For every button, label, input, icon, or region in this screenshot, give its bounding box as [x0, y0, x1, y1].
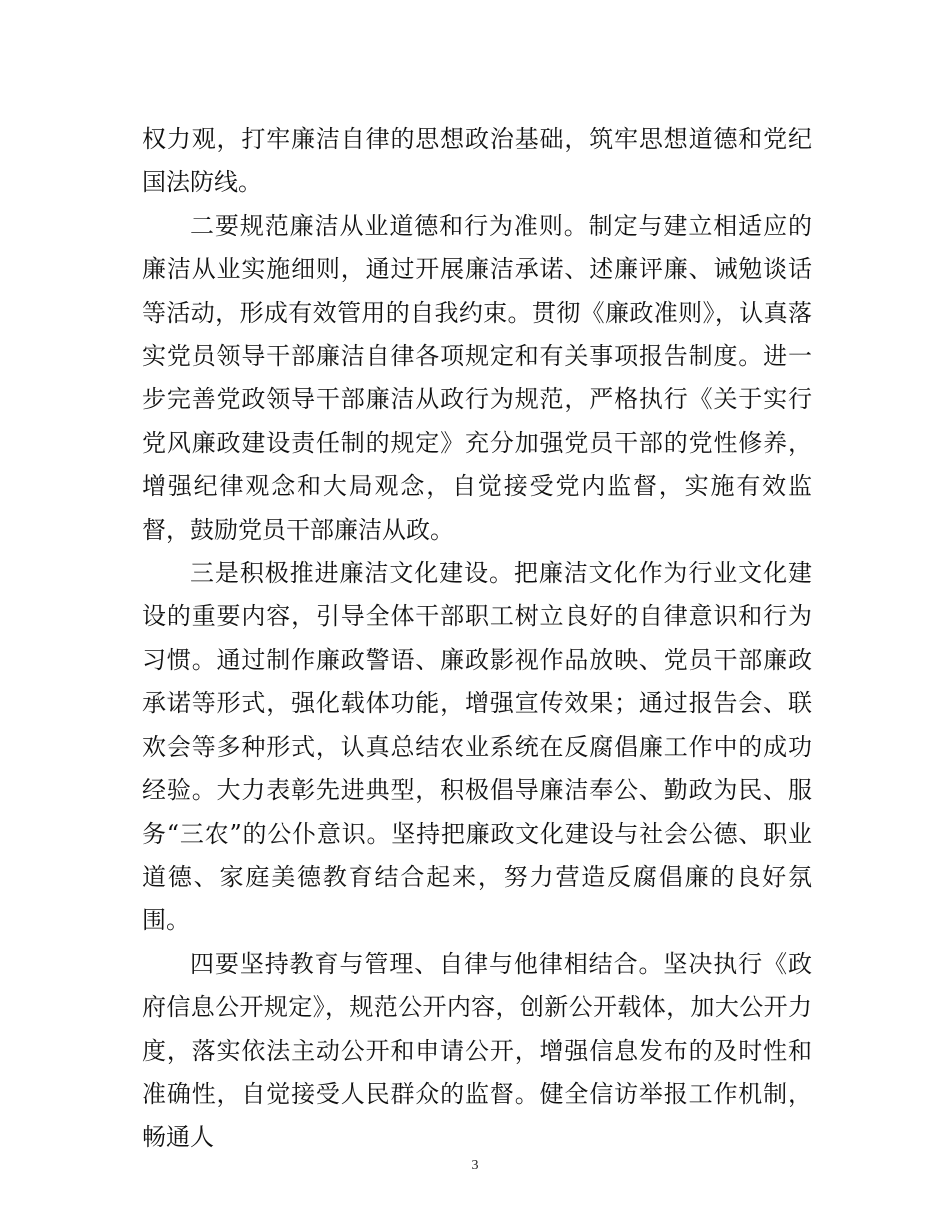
- paragraph-conduct-standards: 二要规范廉洁从业道德和行为准则。制定与建立相适应的廉洁从业实施细则，通过开展廉洁承诺、述廉评廉、诫勉谈话等活动，形成有效管用的自我约束。贯彻《廉政准则》，认真落实党员领导干部廉洁自律各项规定和有关事项报告制度。进一步完善党政领导干部廉洁从政行为规范，严格执行《关于实行党风廉政建设责任制的规定》充分加强党员干部的党性修养，增强纪律观念和大局观念，自觉接受党内监督，实施有效监督，鼓励党员干部廉洁从政。: [142, 211, 812, 544]
- paragraph-continuation: 权力观，打牢廉洁自律的思想政治基础，筑牢思想道德和党纪国法防线。: [142, 125, 812, 197]
- paragraph-education-management: 四要坚持教育与管理、自律与他律相结合。坚决执行《政府信息公开规定》，规范公开内容，创新公开载体，加大公开力度，落实依法主动公开和申请公开，增强信息发布的及时性和准确性，自觉接受人民群众的监督。健全信访举报工作机制，畅通人: [142, 949, 812, 1152]
- body-text: [142, 118, 812, 1160]
- page-number: 3: [471, 1158, 479, 1173]
- paragraph-integrity-culture: 三是积极推进廉洁文化建设。把廉洁文化作为行业文化建设的重要内容，引导全体干部职工树立良好的自律意识和行为习惯。通过制作廉政警语、廉政影视作品放映、党员干部廉政承诺等形式，强化载体功能，增强宣传效果；通过报告会、联欢会等多种形式，认真总结农业系统在反腐倡廉工作中的成功经验。大力表彰先进典型，积极倡导廉洁奉公、勤政为民、服务“三农”的公仆意识。坚持把廉政文化建设与社会公德、职业道德、家庭美德教育结合起来，努力营造反腐倡廉的良好氛围。: [142, 559, 812, 935]
